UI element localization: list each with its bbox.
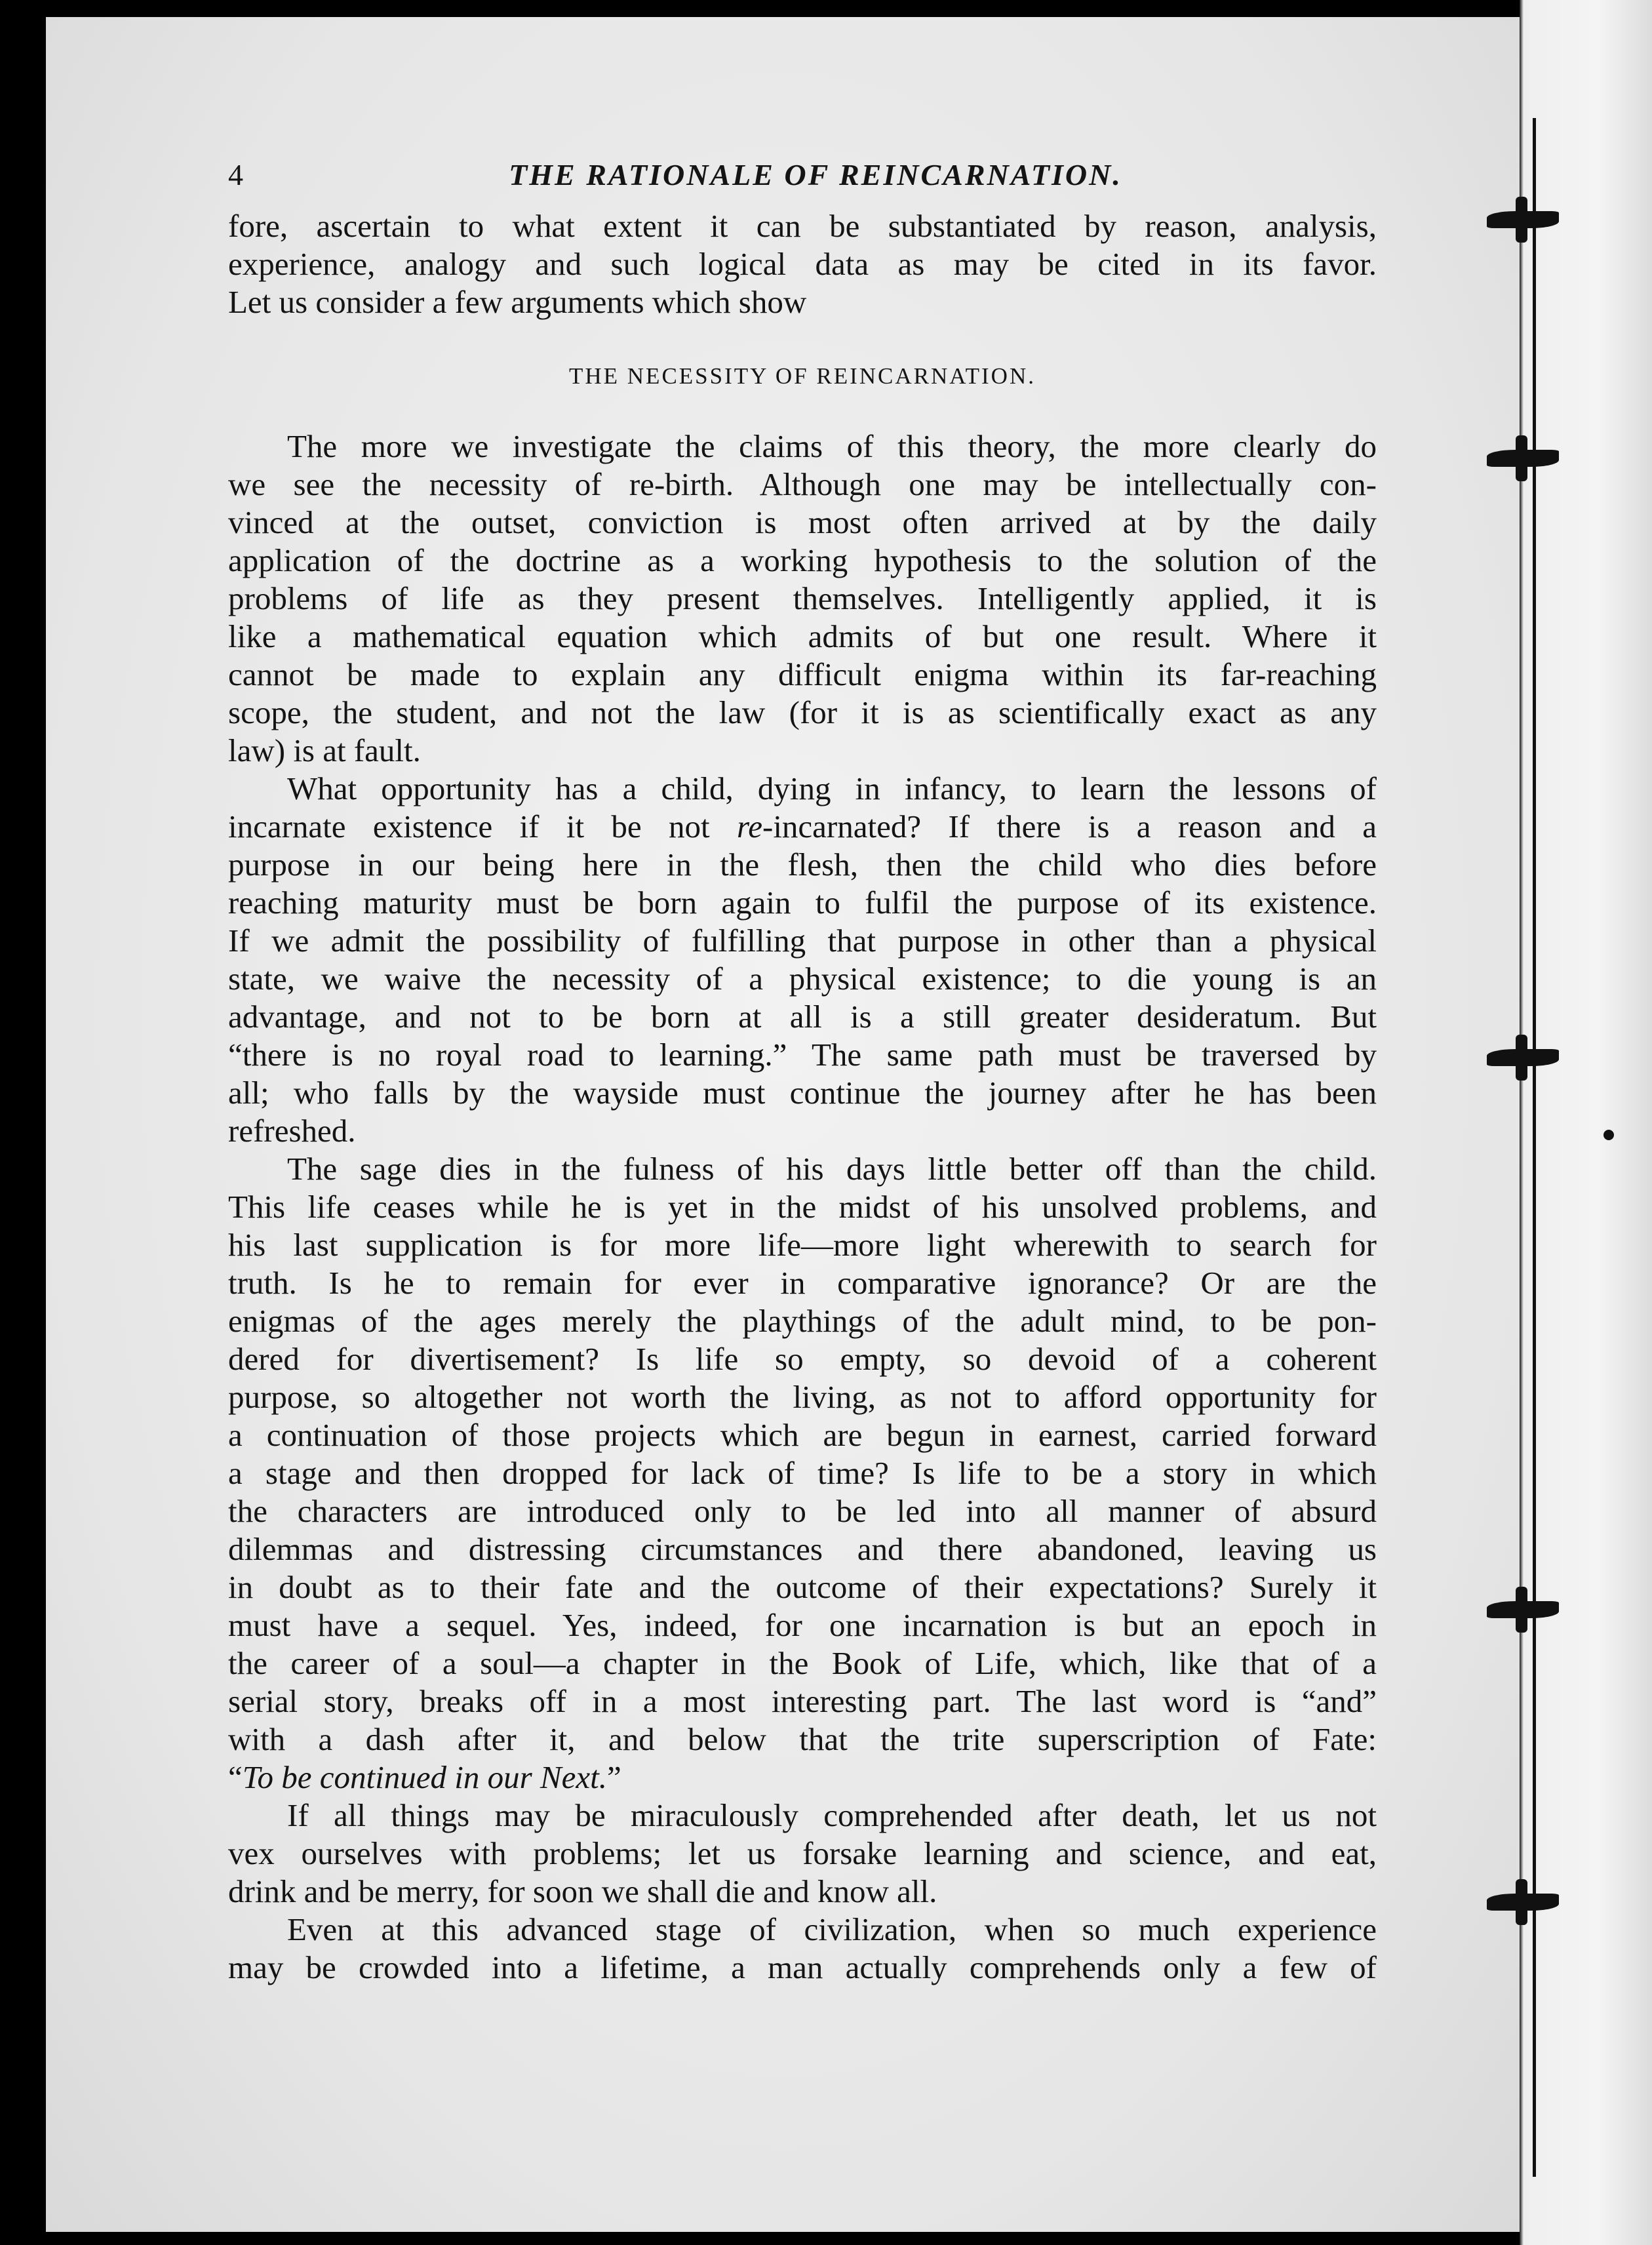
text-line: vex ourselves with problems; let us forsake learning and science, and eat,	[228, 1835, 1377, 1871]
text-line: purpose in our being here in the flesh, then the child who dies before	[228, 846, 1377, 883]
text-line: law) is at fault.	[228, 732, 421, 768]
paragraph	[228, 1150, 1377, 1797]
section-heading: THE NECESSITY OF REINCARNATION.	[569, 363, 1036, 389]
text-line: experience, analogy and such logical data as may be cited in its favor.	[228, 246, 1377, 282]
text-line: Let us consider a few arguments which show	[228, 284, 807, 320]
text-line: refreshed.	[228, 1113, 356, 1149]
page-number: 4	[228, 158, 243, 191]
text-line: in doubt as to their fate and the outcome of their expectations? Surely it	[228, 1569, 1377, 1605]
text-line: dilemmas and distressing circumstances and there abandoned, leaving us	[228, 1531, 1377, 1567]
text-line: If we admit the possibility of fulfilling that purpose in other than a physical	[228, 923, 1377, 959]
text-line: a continuation of those projects which are begun in earnest, carried forward	[228, 1417, 1377, 1453]
text-line: Even at this advanced stage of civilization, when so much experience	[287, 1911, 1377, 1947]
text-line: the characters are introduced only to be led into all manner of absurd	[228, 1493, 1377, 1529]
text-line: What opportunity has a child, dying in infancy, to learn the lessons of	[287, 770, 1377, 806]
binding-stitch	[1487, 1894, 1559, 1911]
text-line	[228, 808, 1377, 846]
margin-speck	[1603, 1130, 1614, 1140]
text-line: This life ceases while he is yet in the midst of his unsolved problems, and	[228, 1189, 1377, 1225]
text-run: -incarnated? If there is a reason and a	[762, 808, 1377, 844]
text-line: dered for divertisement? Is life so empty, so devoid of a coherent	[228, 1341, 1377, 1377]
text-line: we see the necessity of re-birth. Although one may be intellectually con-	[228, 466, 1377, 502]
running-title: THE RATIONALE OF REINCARNATION.	[509, 158, 1122, 191]
binding-stitch	[1487, 1601, 1559, 1618]
text-line: his last supplication is for more life—more light wherewith to search for	[228, 1227, 1377, 1263]
text-line: reaching maturity must be born again to fulfil the purpose of its existence.	[228, 884, 1377, 921]
book-page-text	[228, 157, 1377, 1987]
text-line: cannot be made to explain any difficult enigma within its far-reaching	[228, 656, 1377, 692]
open-quote: “	[228, 1759, 243, 1795]
text-line: state, we waive the necessity of a physical existence; to die young is an	[228, 961, 1377, 997]
text-line: scope, the student, and not the law (for it is as scientifically exact as any	[228, 694, 1377, 730]
binding-thread-line	[1533, 118, 1536, 2177]
close-quote: ”	[606, 1759, 621, 1795]
paragraph	[228, 770, 1377, 1150]
paragraph	[228, 427, 1377, 770]
text-line: “there is no royal road to learning.” The same path must be traversed by	[228, 1037, 1377, 1073]
text-line: fore, ascertain to what extent it can be substantiated by reason, analysis,	[228, 208, 1377, 244]
text-line: enigmas of the ages merely the playthings of the adult mind, to be pon-	[228, 1303, 1377, 1339]
text-line: purpose, so altogether not worth the living, as not to afford opportunity for	[228, 1379, 1377, 1415]
text-line: advantage, and not to be born at all is a still greater desideratum. But	[228, 999, 1377, 1035]
text-line: If all things may be miraculously comprehended after death, let us not	[287, 1797, 1377, 1833]
binding-stitch	[1487, 450, 1559, 467]
binding-stitch	[1487, 211, 1559, 228]
text-line: The sage dies in the fulness of his days little better off than the child.	[287, 1151, 1377, 1187]
text-line: drink and be merry, for soon we shall die and know all.	[228, 1873, 937, 1909]
paragraph	[228, 1797, 1377, 1911]
binding-stitch	[1487, 1049, 1559, 1066]
paragraph	[228, 1911, 1377, 1987]
text-line: with a dash after it, and below that the trite superscription of Fate:	[228, 1721, 1377, 1757]
text-line: a stage and then dropped for lack of time? Is life to be a story in which	[228, 1455, 1377, 1491]
paragraph	[228, 207, 1377, 321]
text-line: like a mathematical equation which admits of but one result. Where it	[228, 618, 1377, 654]
text-line: all; who falls by the wayside must continue the journey after he has been	[228, 1075, 1377, 1111]
text-run: incarnate existence if it be not	[228, 808, 737, 844]
text-line: must have a sequel. Yes, indeed, for one incarnation is but an epoch in	[228, 1607, 1377, 1643]
text-line: problems of life as they present themselves. Intelligently applied, it is	[228, 580, 1377, 616]
text-line: the career of a soul—a chapter in the Book of Life, which, like that of a	[228, 1645, 1377, 1681]
text-line: serial story, breaks off in a most interesting part. The last word is “and”	[228, 1683, 1377, 1719]
text-line: truth. Is he to remain for ever in comparative ignorance? Or are the	[228, 1265, 1377, 1301]
running-head	[228, 157, 1377, 207]
italic-text: re	[737, 808, 762, 844]
text-line: The more we investigate the claims of this theory, the more clearly do	[287, 428, 1377, 464]
text-line: vinced at the outset, conviction is most often arrived at by the daily	[228, 504, 1377, 540]
text-line: may be crowded into a lifetime, a man actually comprehends only a few of	[228, 1949, 1377, 1985]
italic-text: To be continued in our Next.	[242, 1759, 607, 1795]
text-line: application of the doctrine as a working hypothesis to the solution of the	[228, 542, 1377, 578]
text-line	[228, 1758, 1377, 1797]
